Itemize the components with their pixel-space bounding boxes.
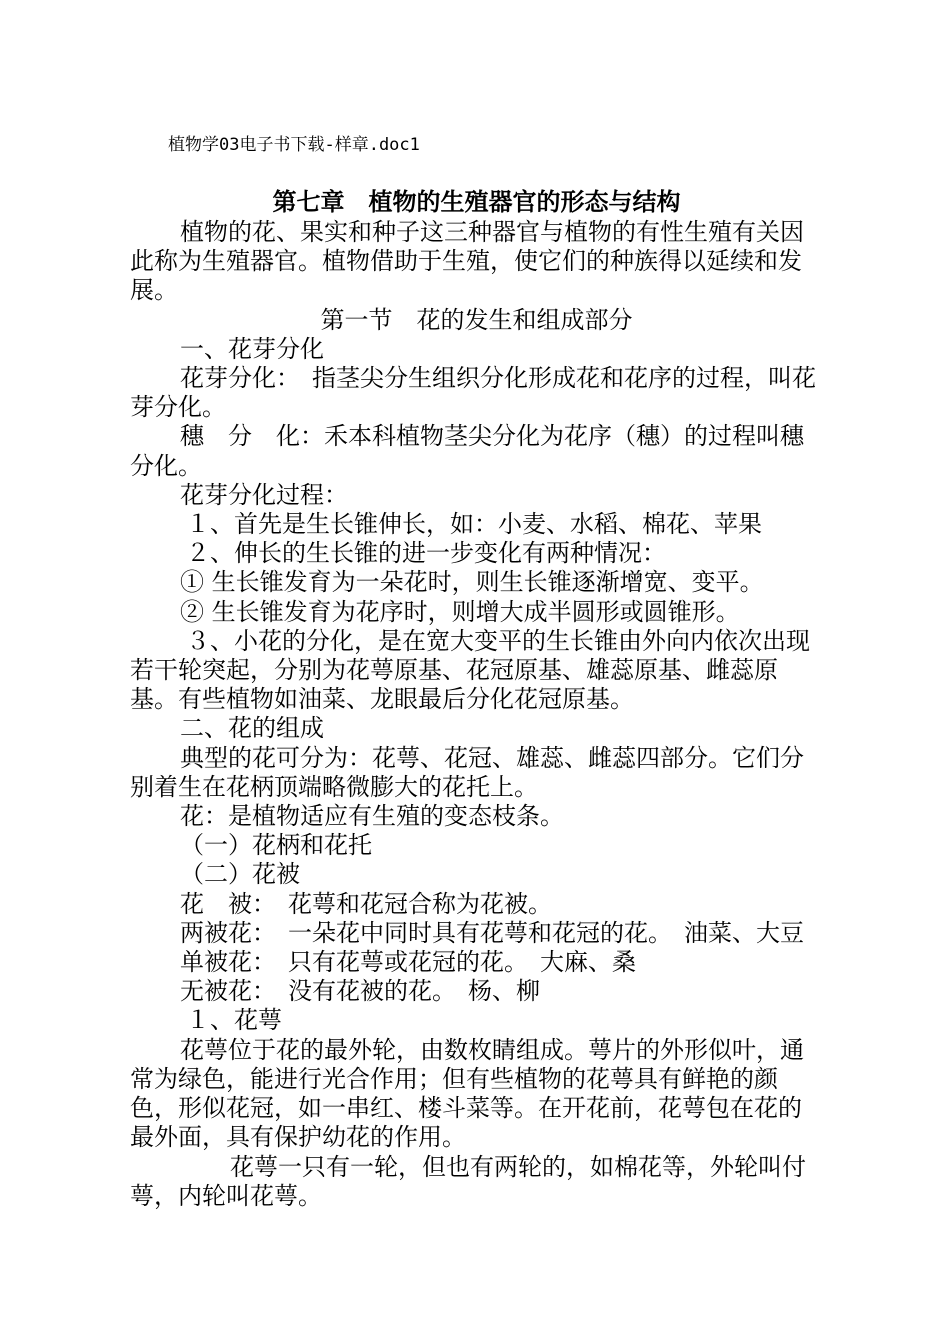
calyx-title: １、花萼 (186, 1006, 282, 1035)
process-case-2: ② 生长锥发育为花序时，则增大成半圆形或圆锥形。 (180, 597, 740, 626)
subsection-title-2: 二、花的组成 (180, 714, 324, 743)
monochlamydeous-definition: 单被花： 只有花萼或花冠的花。 大麻、桑 (180, 948, 636, 977)
definition-ear-differentiation: 穗 分 化：禾本科植物茎尖分化为花序（穗）的过程叫穗分化。 (130, 422, 804, 480)
document-header: 植物学03电子书下载-样章.doc1 (168, 135, 420, 155)
process-case-1: ① 生长锥发育为一朵花时，则生长锥逐渐增宽、变平。 (180, 568, 764, 597)
perianth-definition: 花 被： 花萼和花冠合称为花被。 (180, 889, 552, 918)
part-title-2: （二）花被 (180, 860, 300, 889)
process-step-1: １、首先是生长锥伸长，如：小麦、水稻、棉花、苹果 (186, 510, 762, 539)
achlamydeous-definition: 无被花： 没有花被的花。 杨、柳 (180, 977, 540, 1006)
flower-definition: 花：是植物适应有生殖的变态枝条。 (180, 802, 564, 831)
definition-flower-bud: 花芽分化： 指茎尖分生组织分化形成花和花序的过程，叫花芽分化。 (130, 364, 816, 422)
process-title: 花芽分化过程： (180, 480, 348, 509)
intro-paragraph: 植物的花、果实和种子这三种器官与植物的有性生殖有关因此称为生殖器官。植物借助于生殖，使它们的种族得以延续和发展。 (130, 218, 804, 305)
document-body (130, 185, 823, 1211)
calyx-whorls: 花萼一只有一轮，但也有两轮的，如棉花等，外轮叫付萼，内轮叫花萼。 (130, 1152, 806, 1210)
dichlamydeous-definition: 两被花： 一朵花中同时具有花萼和花冠的花。 油菜、大豆 (180, 918, 804, 947)
subsection-title-1: 一、花芽分化 (180, 334, 324, 363)
chapter-title: 第七章 植物的生殖器官的形态与结构 (272, 187, 681, 216)
composition-paragraph: 典型的花可分为：花萼、花冠、雄蕊、雌蕊四部分。它们分别着生在花柄顶端略微膨大的花托上。 (130, 743, 804, 801)
process-step-3: ３、小花的分化，是在宽大变平的生长锥由外向内依次出现若干轮突起，分别为花萼原基、花冠原基、雄蕊原基、雌蕊原基。有些植物如油菜、龙眼最后分化花冠原基。 (130, 626, 810, 714)
calyx-description: 花萼位于花的最外轮，由数枚睛组成。萼片的外形似叶，通常为绿色，能进行光合作用；但有些植物的花萼具有鲜艳的颜色，形似花冠，如一串红、楼斗菜等。在开花前，花萼包在花的最外面，具有保护幼花的作用。 (130, 1035, 804, 1152)
process-step-2: ２、伸长的生长锥的进一步变化有两种情况： (186, 539, 666, 568)
part-title-1: （一）花柄和花托 (180, 831, 372, 860)
section-title: 第一节 花的发生和组成部分 (320, 305, 633, 334)
